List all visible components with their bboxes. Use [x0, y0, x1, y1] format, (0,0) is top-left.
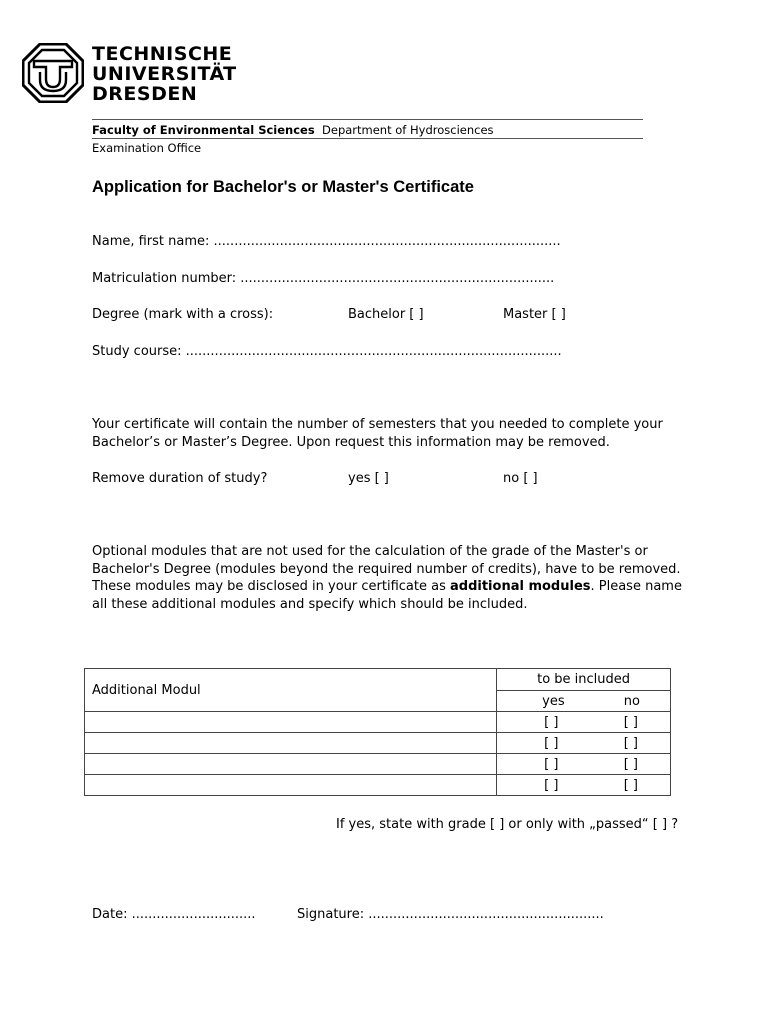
header-rule-bottom — [92, 138, 643, 139]
matriculation-field[interactable]: Matriculation number: ............................................................................ — [92, 271, 555, 286]
include-cell — [497, 733, 671, 754]
include-no-checkbox[interactable]: [ ] — [623, 735, 638, 751]
table-header-row — [85, 669, 671, 691]
additional-modules-bold: additional modules — [450, 579, 591, 594]
remove-duration-yes-checkbox[interactable]: yes [ ] — [348, 471, 389, 486]
bachelor-checkbox[interactable]: Bachelor [ ] — [348, 307, 424, 322]
include-cell — [497, 712, 671, 733]
grade-note: If yes, state with grade [ ] or only with „passed“ [ ] ? — [336, 817, 679, 832]
include-no-checkbox[interactable]: [ ] — [623, 756, 638, 772]
include-no-checkbox[interactable]: [ ] — [623, 714, 638, 730]
signature-field[interactable]: Signature: ......................................................... — [297, 907, 604, 922]
name-field[interactable]: Name, first name: .................................................................................... — [92, 234, 561, 249]
master-checkbox[interactable]: Master [ ] — [503, 307, 566, 322]
table-row — [85, 754, 671, 775]
module-name-cell[interactable] — [85, 712, 497, 733]
include-yes-checkbox[interactable]: [ ] — [544, 756, 559, 772]
header-rule-top — [92, 119, 643, 120]
logo-line-2: UNIVERSITÄT — [92, 63, 237, 85]
tu-dresden-logo-icon — [22, 43, 84, 103]
logo-line-1: TECHNISCHE — [92, 43, 233, 65]
optional-modules-para-2 — [92, 578, 692, 613]
module-name-cell[interactable] — [85, 775, 497, 796]
study-course-field[interactable]: Study course: ........................................................................................... — [92, 344, 562, 359]
table-row — [85, 712, 671, 733]
remove-duration-label: Remove duration of study? — [92, 471, 268, 486]
faculty-line — [92, 123, 494, 137]
module-name-header: Additional Modul — [85, 669, 497, 712]
module-name-cell[interactable] — [85, 754, 497, 775]
yes-header: yes — [542, 693, 565, 709]
page-title: Application for Bachelor's or Master's Certificate — [92, 178, 474, 196]
table-row — [85, 733, 671, 754]
include-yes-checkbox[interactable]: [ ] — [544, 735, 559, 751]
department-name: Department of Hydrosciences — [322, 123, 494, 137]
include-no-checkbox[interactable]: [ ] — [623, 777, 638, 793]
faculty-name: Faculty of Environmental Sciences — [92, 123, 315, 137]
table-row — [85, 775, 671, 796]
duration-text: Your certificate will contain the number of semesters that you needed to complete your Bachelor’s or Master’s Degree. Upon request this information may be removed. — [92, 417, 663, 450]
optional-modules-text — [92, 543, 692, 613]
include-cell — [497, 754, 671, 775]
yes-no-header — [497, 691, 671, 712]
remove-duration-no-checkbox[interactable]: no [ ] — [503, 471, 538, 486]
include-yes-checkbox[interactable]: [ ] — [544, 777, 559, 793]
no-header: no — [623, 693, 640, 709]
office-name: Examination Office — [92, 141, 202, 155]
include-cell — [497, 775, 671, 796]
logo-line-3: DRESDEN — [92, 83, 198, 105]
optional-modules-para-1: Optional modules that are not used for the calculation of the grade of the Master's or Bachelor's Degree (modules beyond the required number of credits), have to be removed. — [92, 544, 681, 577]
optional-text-pre: These modules may be disclosed in your certificate as — [92, 579, 450, 594]
optional-text-post: . Please name all these additional modules and specify which should be included. — [92, 579, 682, 612]
module-name-cell[interactable] — [85, 733, 497, 754]
degree-label: Degree (mark with a cross): — [92, 307, 274, 322]
to-be-included-header: to be included — [497, 669, 671, 691]
date-field[interactable]: Date: .............................. — [92, 907, 256, 922]
include-yes-checkbox[interactable]: [ ] — [544, 714, 559, 730]
additional-modules-table — [84, 668, 671, 796]
